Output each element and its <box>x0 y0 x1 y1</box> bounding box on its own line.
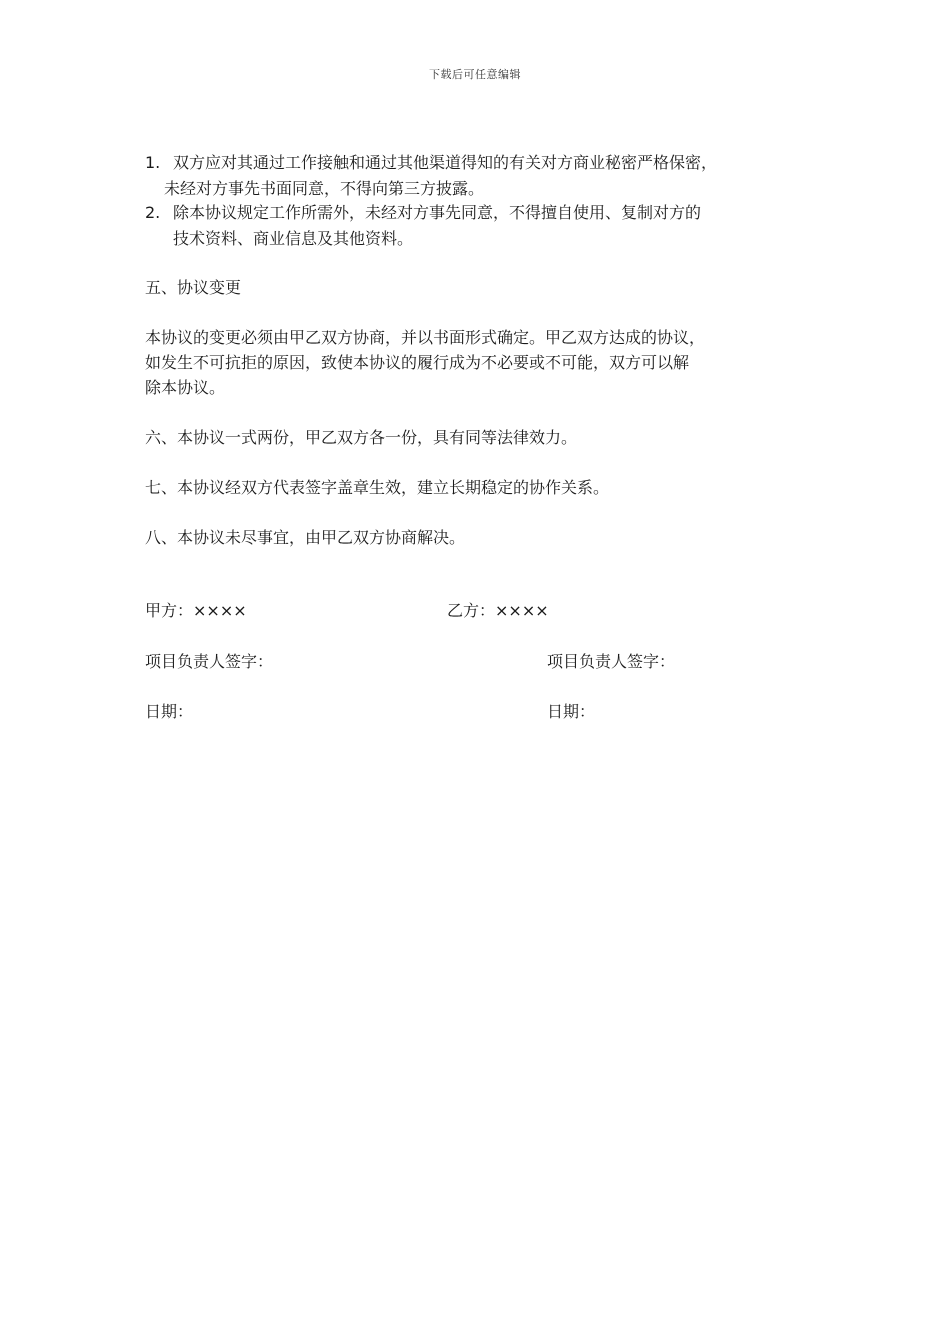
party-b-date-label: 日期： <box>547 702 596 721</box>
amendment-paragraph-line: 本协议的变更必须由甲乙双方协商，并以书面形式确定。甲乙双方达成的协议， <box>145 328 706 347</box>
section-unresolved-matters: 八、本协议未尽事宜，由甲乙双方协商解决。 <box>145 528 466 547</box>
confidentiality-item-1-continued: 未经对方事先书面同意，不得向第三方披露。 <box>164 179 485 198</box>
party-a-label: 甲方：×××× <box>145 601 247 620</box>
item-number: 2. <box>145 203 161 222</box>
section-copies: 六、本协议一式两份，甲乙双方各一份，具有同等法律效力。 <box>145 428 578 447</box>
party-b-signer-label: 项目负责人签字： <box>547 652 676 671</box>
party-a-signer-label: 项目负责人签字： <box>145 652 274 671</box>
item-line: 除本协议规定工作所需外，未经对方事先同意，不得擅自使用、复制对方的 <box>173 203 702 222</box>
section-heading-amendment: 五、协议变更 <box>145 278 242 297</box>
confidentiality-item-2-continued: 技术资料、商业信息及其他资料。 <box>173 229 414 248</box>
amendment-paragraph-line: 除本协议。 <box>145 378 226 397</box>
header-note: 下载后可任意编辑 <box>429 68 521 81</box>
party-b-label: 乙方：×××× <box>447 601 549 620</box>
party-a-date-label: 日期： <box>145 702 194 721</box>
section-effectiveness: 七、本协议经双方代表签字盖章生效，建立长期稳定的协作关系。 <box>145 478 610 497</box>
item-line: 双方应对其通过工作接触和通过其他渠道得知的有关对方商业秘密严格保密， <box>173 153 718 172</box>
confidentiality-item-1 <box>145 150 717 176</box>
amendment-paragraph-line: 如发生不可抗拒的原因，致使本协议的履行成为不必要或不可能，双方可以解 <box>145 353 690 372</box>
item-number: 1. <box>145 153 161 172</box>
confidentiality-item-2 <box>145 200 701 226</box>
